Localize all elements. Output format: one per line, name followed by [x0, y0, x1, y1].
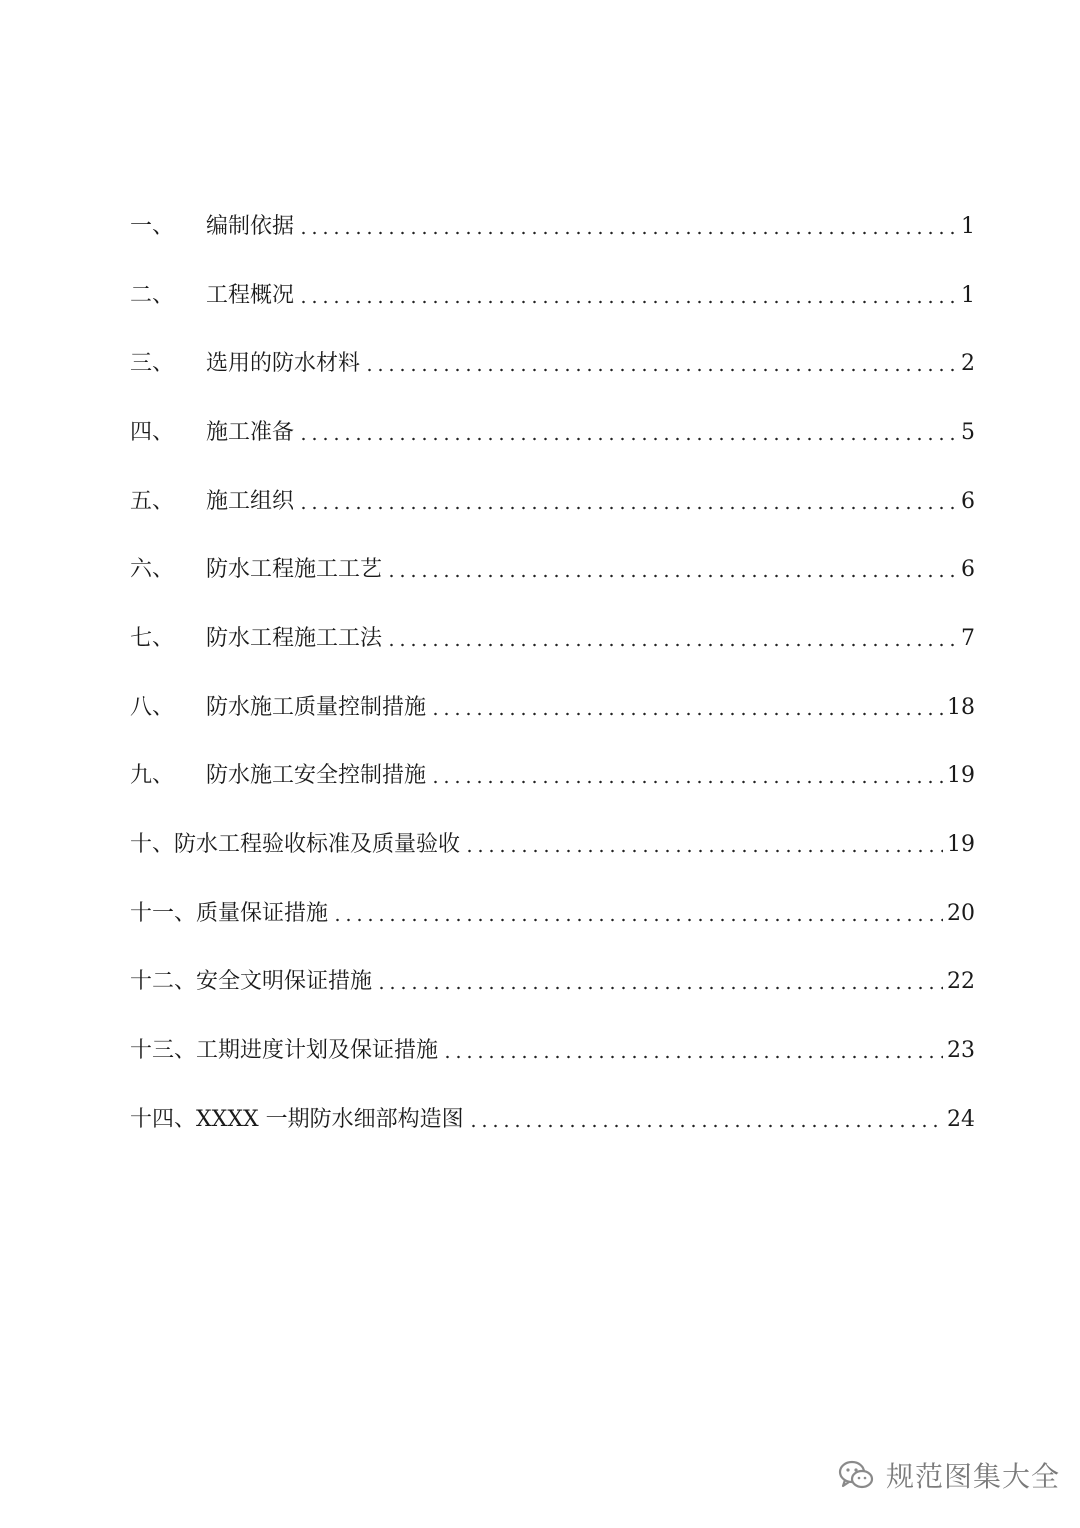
toc-entry-page: 7: [961, 626, 975, 651]
toc-entry-title: 防水施工安全控制措施: [206, 763, 427, 788]
toc-leader-dots: [468, 1124, 943, 1128]
toc-entry-number: 十二、: [130, 969, 197, 994]
toc-entry-number: 八、: [130, 695, 175, 720]
toc-entry-page: 2: [961, 351, 975, 376]
toc-leader-dots: [364, 368, 957, 372]
toc-entry[interactable]: [130, 274, 975, 310]
toc-entry[interactable]: [130, 411, 975, 447]
toc-entry-number: 一、: [130, 214, 175, 239]
toc-entry-title: 选用的防水材料: [206, 351, 361, 376]
toc-entry-title: 施工组织: [206, 489, 295, 514]
toc-leader-dots: [298, 300, 957, 304]
toc-entry[interactable]: [130, 1029, 975, 1065]
toc-entry-page: 23: [947, 1038, 975, 1063]
toc-entry-page: 1: [961, 283, 975, 308]
toc-leader-dots: [298, 437, 957, 441]
toc-entry-title: 防水工程施工工艺: [206, 557, 383, 582]
toc-entry-page: 20: [947, 901, 975, 926]
toc-entry-title: XXXX 一期防水细部构造图: [196, 1107, 464, 1132]
toc-leader-dots: [430, 780, 943, 784]
toc-entry-page: 6: [961, 557, 975, 582]
toc-leader-dots: [332, 918, 943, 922]
toc-entry-page: 22: [947, 969, 975, 994]
toc-entry[interactable]: [130, 823, 975, 859]
toc-entry[interactable]: [130, 548, 975, 584]
toc-entry-number: 三、: [130, 351, 175, 376]
toc-leader-dots: [376, 986, 943, 990]
toc-leader-dots: [442, 1055, 943, 1059]
toc-entry[interactable]: [130, 617, 975, 653]
toc-leader-dots: [386, 574, 957, 578]
wechat-icon: [836, 1455, 876, 1495]
toc-entry-title: 编制依据: [206, 214, 295, 239]
toc-entry[interactable]: [130, 480, 975, 516]
toc-entry-title: 防水工程验收标准及质量验收: [174, 832, 461, 857]
toc-entry-number: 十四、: [130, 1107, 197, 1132]
toc-entry-number: 十一、: [130, 901, 197, 926]
toc-entry-number: 六、: [130, 557, 175, 582]
toc-entry[interactable]: [130, 205, 975, 241]
toc-entry-title: 工期进度计划及保证措施: [196, 1038, 439, 1063]
toc-entry[interactable]: [130, 686, 975, 722]
toc-entry-page: 19: [947, 763, 975, 788]
toc-entry-title: 安全文明保证措施: [196, 969, 373, 994]
toc-entry[interactable]: [130, 754, 975, 790]
toc-entry-number: 十、: [130, 832, 175, 857]
toc-leader-dots: [298, 231, 957, 235]
toc-entry-number: 九、: [130, 763, 175, 788]
toc-entry[interactable]: [130, 342, 975, 378]
toc-entry-number: 二、: [130, 283, 175, 308]
toc-entry-title: 防水工程施工工法: [206, 626, 383, 651]
toc-leader-dots: [464, 849, 943, 853]
toc-entry-number: 四、: [130, 420, 175, 445]
toc-entry-number: 十三、: [130, 1038, 197, 1063]
toc-entry-page: 19: [947, 832, 975, 857]
toc-entry-title: 施工准备: [206, 420, 295, 445]
toc-entry-number: 七、: [130, 626, 175, 651]
watermark-text: 规范图集大全: [886, 1460, 1061, 1493]
toc-entry-number: 五、: [130, 489, 175, 514]
toc-entry-page: 18: [947, 695, 975, 720]
toc-entry-title: 质量保证措施: [196, 901, 329, 926]
toc-entry[interactable]: [130, 960, 975, 996]
toc-leader-dots: [298, 506, 957, 510]
toc-entry-title: 工程概况: [206, 283, 295, 308]
toc-entry-page: 6: [961, 489, 975, 514]
toc-leader-dots: [430, 712, 943, 716]
toc-entry-title: 防水施工质量控制措施: [206, 695, 427, 720]
toc-entry-page: 24: [947, 1107, 975, 1132]
toc-entry-page: 1: [961, 214, 975, 239]
toc-entry[interactable]: [130, 1098, 975, 1134]
watermark: [836, 1455, 1060, 1495]
toc-leader-dots: [386, 643, 957, 647]
toc-entry[interactable]: [130, 892, 975, 928]
toc-entry-page: 5: [961, 420, 975, 445]
